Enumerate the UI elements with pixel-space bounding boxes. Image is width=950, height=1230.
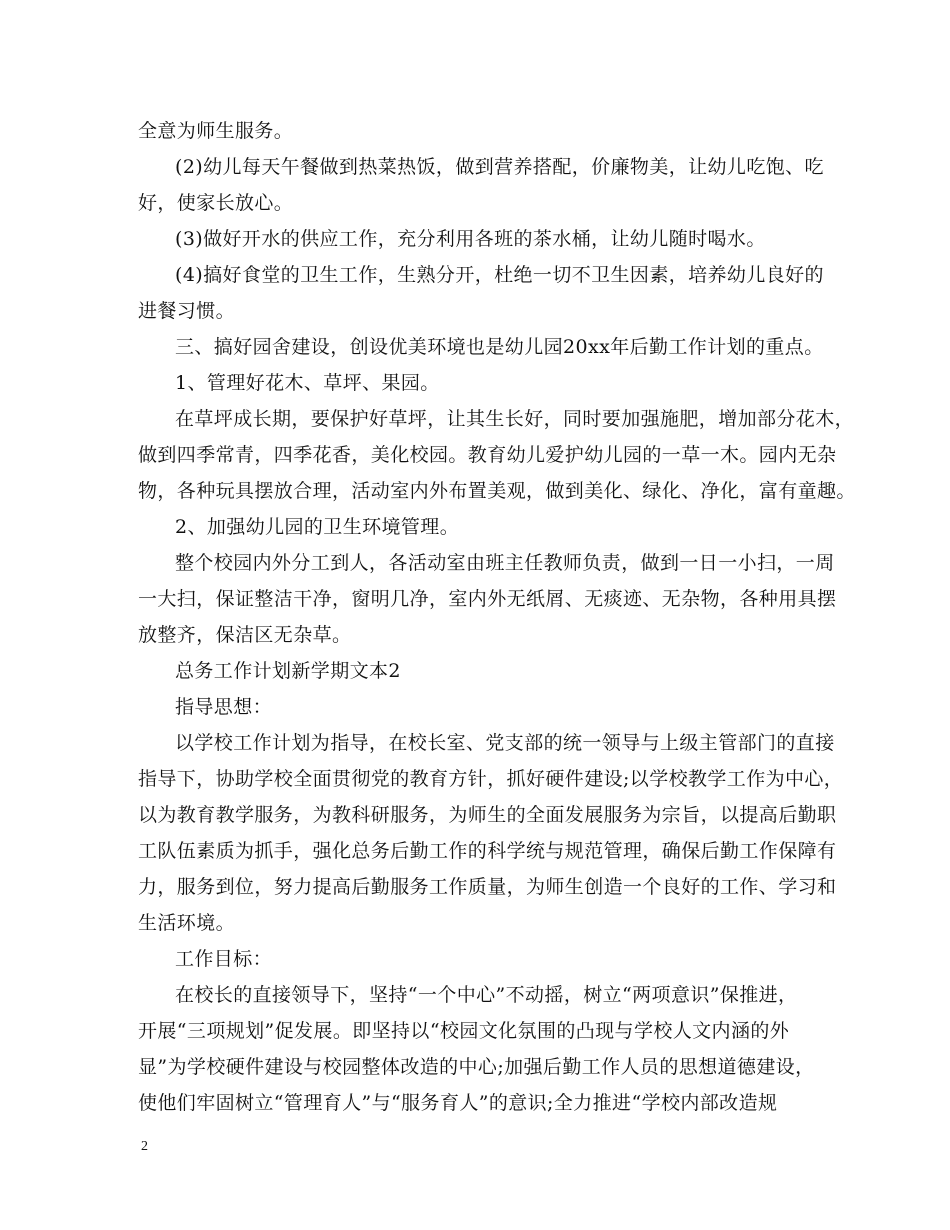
section-heading: 工作目标： bbox=[175, 948, 273, 970]
body-text-line: 放整齐，保洁区无杂草。 bbox=[138, 624, 352, 646]
body-text-line: 指导下，协助学校全面贯彻党的教育方针，抓好硬件建设;以学校教学工作为中心， bbox=[138, 768, 844, 790]
body-text-line: 工队伍素质为抓手，强化总务后勤工作的科学统与规范管理，确保后勤工作保障有 bbox=[138, 840, 837, 862]
section-heading: 三、搞好园舍建设，创设优美环境也是幼儿园20xx年后勤工作计划的重点。 bbox=[175, 336, 824, 358]
body-text-line: 力，服务到位，努力提高后勤服务工作质量，为师生创造一个良好的工作、学习和 bbox=[138, 876, 837, 898]
body-text-line: 好，使家长放心。 bbox=[138, 192, 294, 214]
body-text-line: 在校长的直接领导下，坚持“一个中心”不动摇，树立“两项意识”保推进， bbox=[175, 984, 798, 1006]
body-text-line: 在草坪成长期，要保护好草坪，让其生长好，同时要加强施肥，增加部分花木， bbox=[175, 408, 855, 430]
body-text-line: 显”为学校硬件建设与校园整体改造的中心;加强后勤工作人员的思想道德建设， bbox=[138, 1056, 815, 1078]
body-text-line: 全意为师生服务。 bbox=[138, 120, 294, 142]
subsection-heading: 1、管理好花木、草坪、果园。 bbox=[175, 372, 440, 394]
body-text-line: 做到四季常青，四季花香，美化校园。教育幼儿爱护幼儿园的一草一木。园内无杂 bbox=[138, 444, 837, 466]
body-text-line: (2)幼儿每天午餐做到热菜热饭，做到营养搭配，价廉物美，让幼儿吃饱、吃 bbox=[175, 156, 824, 178]
page-number: 2 bbox=[141, 1139, 148, 1154]
body-text-line: 开展“三项规划”促发展。即坚持以“校园文化氛围的凸现与学校人文内涵的外 bbox=[138, 1020, 790, 1042]
body-text-line: (3)做好开水的供应工作，充分利用各班的茶水桶，让幼儿随时喝水。 bbox=[175, 228, 766, 250]
body-text-line: 一大扫，保证整洁干净，窗明几净，室内外无纸屑、无痰迹、无杂物，各种用具摆 bbox=[138, 588, 837, 610]
document-title-line: 总务工作计划新学期文本2 bbox=[175, 660, 401, 682]
body-text-line: 物，各种玩具摆放合理，活动室内外布置美观，做到美化、绿化、净化，富有童趣。 bbox=[138, 480, 856, 502]
body-text-line: (4)搞好食堂的卫生工作，生熟分开，杜绝一切不卫生因素，培养幼儿良好的 bbox=[175, 264, 824, 286]
body-text-line: 使他们牢固树立“管理育人”与“服务育人”的意识;全力推进“学校内部改造规 bbox=[138, 1092, 778, 1114]
body-text-line: 以为教育教学服务，为教科研服务，为师生的全面发展服务为宗旨，以提高后勤职 bbox=[138, 804, 837, 826]
body-text-line: 进餐习惯。 bbox=[138, 300, 236, 322]
body-text-line: 生活环境。 bbox=[138, 912, 236, 934]
body-text-line: 以学校工作计划为指导，在校长室、党支部的统一领导与上级主管部门的直接 bbox=[175, 732, 835, 754]
body-text-line: 整个校园内外分工到人，各活动室由班主任教师负责，做到一日一小扫，一周 bbox=[175, 552, 835, 574]
subsection-heading: 2、加强幼儿园的卫生环境管理。 bbox=[175, 516, 460, 538]
section-heading: 指导思想： bbox=[175, 696, 273, 718]
